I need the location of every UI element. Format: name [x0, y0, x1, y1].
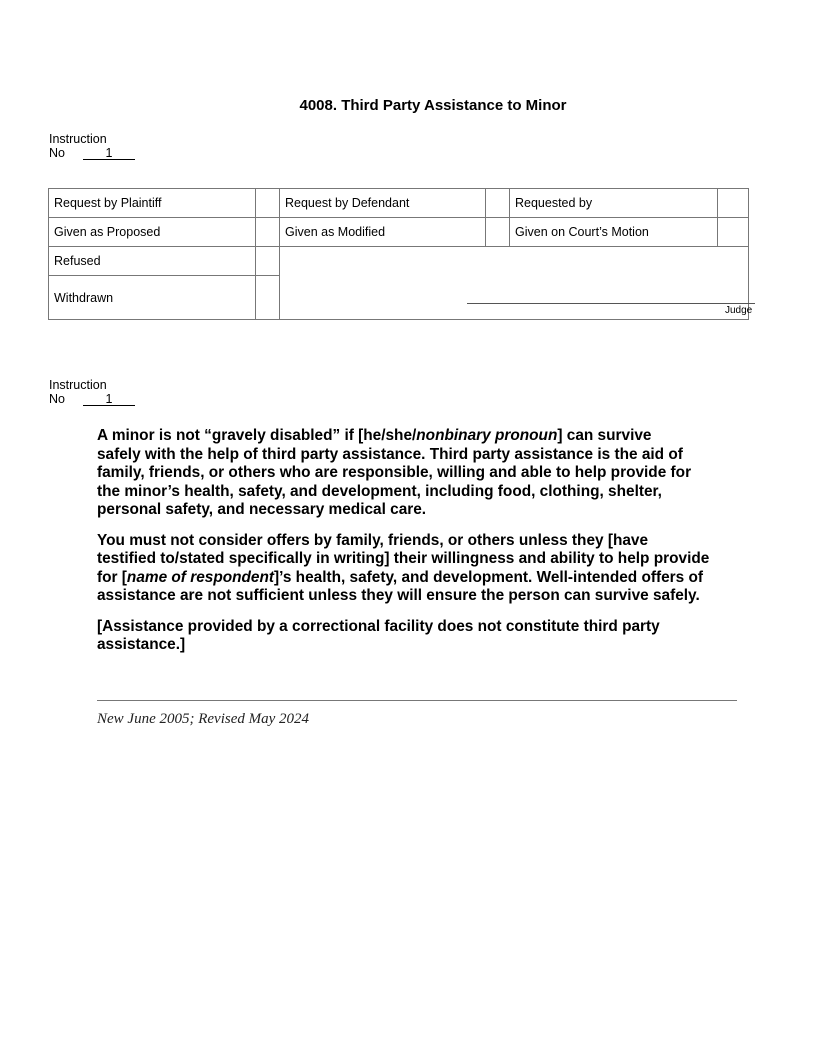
given-on-courts-motion-label: Given on Court’s Motion: [510, 218, 718, 247]
given-on-courts-motion-checkbox[interactable]: [718, 218, 749, 247]
no-label: No: [49, 392, 65, 406]
table-row: [49, 189, 749, 218]
given-as-modified-checkbox[interactable]: [486, 218, 510, 247]
placeholder-text: nonbinary pronoun: [416, 427, 558, 444]
instruction-paragraph: [97, 427, 757, 520]
request-by-defendant-checkbox[interactable]: [486, 189, 510, 218]
request-by-defendant-label: Request by Defendant: [280, 189, 486, 218]
instruction-number: 1: [83, 147, 135, 160]
request-by-plaintiff-label: Request by Plaintiff: [49, 189, 256, 218]
paragraph-text: personal safety, and necessary medical care.: [97, 501, 427, 518]
judge-signature-line: [467, 303, 755, 304]
paragraph-text: assistance.]: [97, 636, 186, 653]
given-as-proposed-label: Given as Proposed: [49, 218, 256, 247]
instruction-label: Instruction: [49, 132, 107, 146]
disposition-table: [48, 188, 749, 320]
withdrawn-checkbox[interactable]: [256, 276, 280, 320]
given-as-proposed-checkbox[interactable]: [256, 218, 280, 247]
instruction-title: 4008. Third Party Assistance to Minor: [299, 97, 567, 114]
paragraph-text: safely with the help of third party assistance. Third party assistance is the aid of: [97, 445, 683, 463]
instruction-body: [97, 427, 757, 667]
paragraph-text: for [: [97, 568, 127, 586]
judge-label: Judge: [725, 305, 753, 316]
withdrawn-label: Withdrawn: [49, 276, 256, 320]
paragraph-text: testified to/stated specifically in writing] their willingness and ability to help provide: [97, 550, 710, 567]
request-by-plaintiff-checkbox[interactable]: [256, 189, 280, 218]
paragraph-text: family, friends, or others who are responsible, willing and able to help provide for: [97, 464, 692, 481]
divider: [97, 700, 737, 701]
instruction-label: Instruction: [49, 378, 107, 392]
paragraph-text: the minor’s health, safety, and development, including food, clothing, shelter,: [97, 482, 662, 500]
instruction-paragraph: [97, 618, 757, 655]
paragraph-text: ]’s health, safety, and development. Well-intended offers of: [274, 568, 704, 586]
no-label: No: [49, 146, 65, 160]
paragraph-text: You must not consider offers by family, friends, or others unless they [have: [97, 531, 649, 549]
requested-by-label: Requested by: [510, 189, 718, 218]
requested-by-checkbox[interactable]: [718, 189, 749, 218]
judge-signature-area: [280, 247, 749, 320]
paragraph-text: [Assistance provided by a correctional facility does not constitute third party: [97, 617, 660, 635]
revision-history: New June 2005; Revised May 2024: [97, 711, 310, 727]
instruction-number: 1: [83, 393, 135, 406]
refused-label: Refused: [49, 247, 256, 276]
instruction-number-block: [49, 378, 135, 406]
paragraph-text: A minor is not “gravely disabled” if [he/she/: [97, 427, 417, 444]
table-row: [49, 247, 749, 276]
instruction-number-block: [49, 132, 135, 160]
table-row: [49, 218, 749, 247]
instruction-paragraph: [97, 532, 757, 606]
paragraph-text: ] can survive: [557, 427, 652, 444]
given-as-modified-label: Given as Modified: [280, 218, 486, 247]
placeholder-text: name of respondent: [126, 568, 275, 586]
paragraph-text: assistance are not sufficient unless they will ensure the person can survive safely.: [97, 587, 700, 604]
refused-checkbox[interactable]: [256, 247, 280, 276]
